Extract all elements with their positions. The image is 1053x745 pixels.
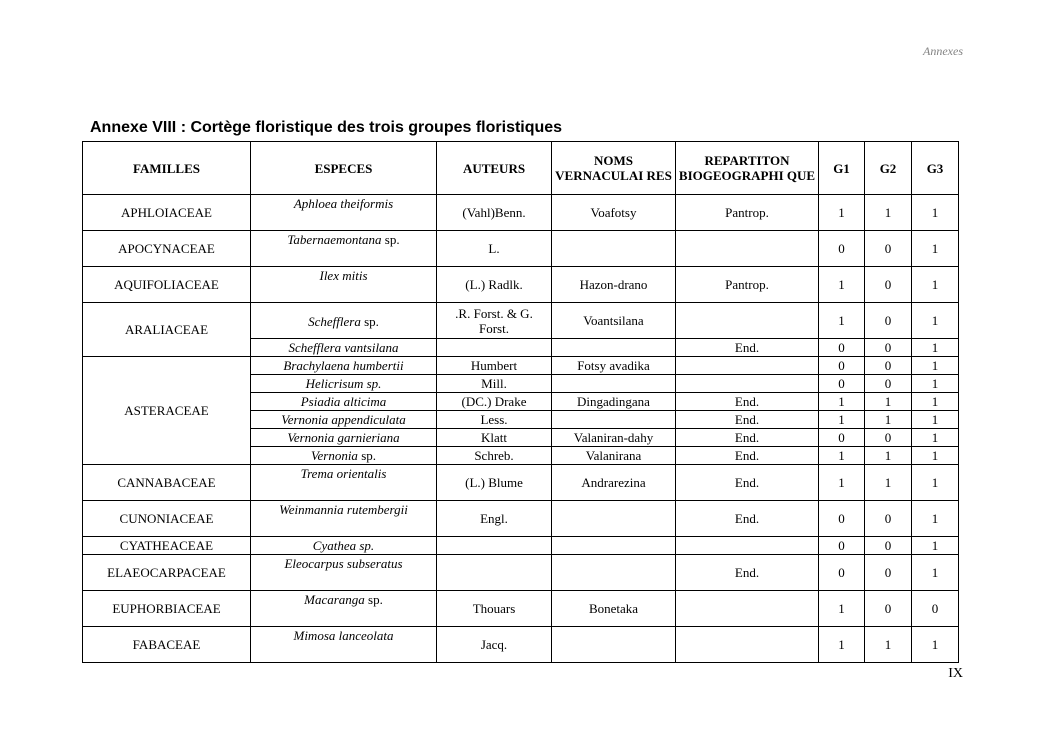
g2-cell: 0 [865,267,912,303]
g1-cell: 0 [819,375,865,393]
famille-cell: ASTERACEAE [83,357,251,465]
nom-vernaculaire-cell: Valaniran-dahy [552,429,676,447]
table-row [83,267,959,303]
famille-cell: EUPHORBIACEAE [83,591,251,627]
g3-cell: 1 [912,339,959,357]
nom-vernaculaire-cell [552,537,676,555]
g2-cell: 0 [865,501,912,537]
g3-cell: 1 [912,501,959,537]
auteur-cell [437,339,552,357]
g1-cell: 0 [819,429,865,447]
table-row [83,357,959,375]
espece-cell [251,357,437,375]
espece-cell [251,267,437,303]
espece-suffix: sp. [381,232,400,247]
g1-cell: 1 [819,267,865,303]
g3-cell: 1 [912,447,959,465]
auteur-cell: (L.) Radlk. [437,267,552,303]
g2-cell: 1 [865,195,912,231]
g2-cell: 0 [865,555,912,591]
nom-vernaculaire-cell: Voantsilana [552,303,676,339]
auteur-cell: Less. [437,411,552,429]
table-row [83,555,959,591]
nom-vernaculaire-cell: Andrarezina [552,465,676,501]
g2-cell: 0 [865,357,912,375]
espece-cell [251,465,437,501]
famille-cell: APHLOIACEAE [83,195,251,231]
espece-suffix: sp. [357,448,376,463]
nom-vernaculaire-cell [552,339,676,357]
g2-cell: 1 [865,447,912,465]
g2-cell: 1 [865,393,912,411]
espece-cell [251,339,437,357]
repartition-cell: Pantrop. [676,195,819,231]
col-header-repartition: REPARTITON BIOGEOGRAPHI QUE [676,142,819,195]
g3-cell: 1 [912,627,959,663]
g1-cell: 1 [819,195,865,231]
col-header-auteurs: AUTEURS [437,142,552,195]
auteur-cell [437,537,552,555]
g1-cell: 1 [819,393,865,411]
g1-cell: 0 [819,357,865,375]
auteur-cell: Klatt [437,429,552,447]
espece-name: Schefflera [308,313,361,329]
espece-name: Trema orientalis [300,466,387,481]
espece-suffix: sp. [364,592,383,607]
espece-name: Vernonia [310,448,358,463]
nom-vernaculaire-cell: Fotsy avadika [552,357,676,375]
nom-vernaculaire-cell [552,375,676,393]
repartition-cell [676,375,819,393]
g1-cell: 1 [819,627,865,663]
repartition-cell [676,303,819,339]
espece-name: Schefflera vantsilana [288,340,399,355]
espece-cell [251,429,437,447]
famille-cell: ELAEOCARPACEAE [83,555,251,591]
g3-cell: 1 [912,195,959,231]
g1-cell: 1 [819,465,865,501]
col-header-g2: G2 [865,142,912,195]
famille-cell: CYATHEACEAE [83,537,251,555]
g1-cell: 0 [819,339,865,357]
table-row [83,303,959,339]
repartition-cell: End. [676,447,819,465]
annex-title: Annexe VIII : Cortège floristique des trois groupes floristiques [90,119,563,136]
espece-name: Vernonia appendiculata [281,412,406,427]
famille-cell: CUNONIACEAE [83,501,251,537]
nom-vernaculaire-cell: Dingadingana [552,393,676,411]
nom-vernaculaire-cell: Bonetaka [552,591,676,627]
nom-vernaculaire-cell: Hazon-drano [552,267,676,303]
g1-cell: 0 [819,537,865,555]
nom-vernaculaire-cell [552,627,676,663]
g3-cell: 1 [912,357,959,375]
g3-cell: 1 [912,411,959,429]
g1-cell: 1 [819,591,865,627]
g3-cell: 0 [912,591,959,627]
espece-cell [251,537,437,555]
nom-vernaculaire-cell [552,231,676,267]
nom-vernaculaire-cell: Valanirana [552,447,676,465]
espece-cell [251,195,437,231]
auteur-cell: Mill. [437,375,552,393]
table-row [83,591,959,627]
nom-vernaculaire-cell [552,555,676,591]
table-row [83,231,959,267]
g3-cell: 1 [912,375,959,393]
g1-cell: 0 [819,501,865,537]
g1-cell: 1 [819,447,865,465]
g2-cell: 0 [865,231,912,267]
nom-vernaculaire-cell [552,501,676,537]
espece-name: Ilex mitis [319,268,368,283]
famille-cell: AQUIFOLIACEAE [83,267,251,303]
espece-name: Weinmannia rutembergii [279,502,408,517]
auteur-cell: (Vahl)Benn. [437,195,552,231]
g3-cell: 1 [912,393,959,411]
auteur-cell: L. [437,231,552,267]
auteur-cell [437,555,552,591]
g3-cell: 1 [912,429,959,447]
espece-cell [251,591,437,627]
repartition-cell: End. [676,555,819,591]
g1-cell: 0 [819,555,865,591]
espece-cell [251,231,437,267]
espece-cell [251,447,437,465]
repartition-cell: End. [676,501,819,537]
g3-cell: 1 [912,537,959,555]
g2-cell: 0 [865,537,912,555]
g1-cell: 1 [819,303,865,339]
running-header: Annexes [923,44,963,58]
auteur-cell: Thouars [437,591,552,627]
espece-name: Tabernaemontana [287,232,382,247]
col-header-especes: ESPECES [251,142,437,195]
repartition-cell: End. [676,339,819,357]
g3-cell: 1 [912,555,959,591]
g3-cell: 1 [912,267,959,303]
espece-cell [251,627,437,663]
nom-vernaculaire-cell: Voafotsy [552,195,676,231]
g2-cell: 1 [865,411,912,429]
g2-cell: 1 [865,465,912,501]
repartition-cell: End. [676,411,819,429]
espece-name: Psiadia alticima [300,394,387,409]
species-table [82,141,959,663]
g2-cell: 0 [865,339,912,357]
espece-name: Eleocarpus subseratus [284,556,403,571]
auteur-cell: .R. Forst. & G. Forst. [437,303,552,339]
espece-name: Vernonia garnieriana [287,430,400,445]
espece-suffix: sp. [360,313,379,329]
repartition-cell: End. [676,393,819,411]
g3-cell: 1 [912,303,959,339]
col-header-g1: G1 [819,142,865,195]
repartition-cell [676,537,819,555]
espece-cell [251,393,437,411]
g2-cell: 0 [865,375,912,393]
col-header-familles: FAMILLES [83,142,251,195]
g2-cell: 0 [865,591,912,627]
g2-cell: 0 [865,429,912,447]
auteur-cell: Jacq. [437,627,552,663]
col-header-noms-vernaculaires: NOMS VERNACULAI RES [552,142,676,195]
espece-name: Mimosa lanceolata [293,628,394,643]
table-row [83,195,959,231]
table-row [83,537,959,555]
auteur-cell: Engl. [437,501,552,537]
auteur-cell: Schreb. [437,447,552,465]
espece-name: Macaranga [304,592,365,607]
famille-cell: ARALIACEAE [83,303,251,357]
espece-name: Helicrisum sp. [305,376,382,391]
espece-cell [251,555,437,591]
nom-vernaculaire-cell [552,411,676,429]
auteur-cell: (DC.) Drake [437,393,552,411]
g3-cell: 1 [912,465,959,501]
repartition-cell [676,591,819,627]
espece-cell [251,411,437,429]
famille-cell: APOCYNACEAE [83,231,251,267]
espece-name: Aphloea theiformis [293,196,394,211]
table-row [83,465,959,501]
g2-cell: 1 [865,627,912,663]
espece-name: Brachylaena humbertii [283,358,404,373]
famille-cell: CANNABACEAE [83,465,251,501]
repartition-cell: Pantrop. [676,267,819,303]
col-header-g3: G3 [912,142,959,195]
famille-cell: FABACEAE [83,627,251,663]
repartition-cell [676,627,819,663]
g2-cell: 0 [865,303,912,339]
g1-cell: 1 [819,411,865,429]
repartition-cell: End. [676,429,819,447]
page-number: IX [948,666,963,681]
g1-cell: 0 [819,231,865,267]
espece-name: Cyathea sp. [312,538,375,553]
espece-cell [251,375,437,393]
auteur-cell: Humbert [437,357,552,375]
repartition-cell: End. [676,465,819,501]
table-row [83,501,959,537]
g3-cell: 1 [912,231,959,267]
auteur-cell: (L.) Blume [437,465,552,501]
table-row [83,627,959,663]
repartition-cell [676,357,819,375]
espece-cell [251,501,437,537]
espece-cell [251,303,437,339]
table-header-row [83,142,959,195]
repartition-cell [676,231,819,267]
